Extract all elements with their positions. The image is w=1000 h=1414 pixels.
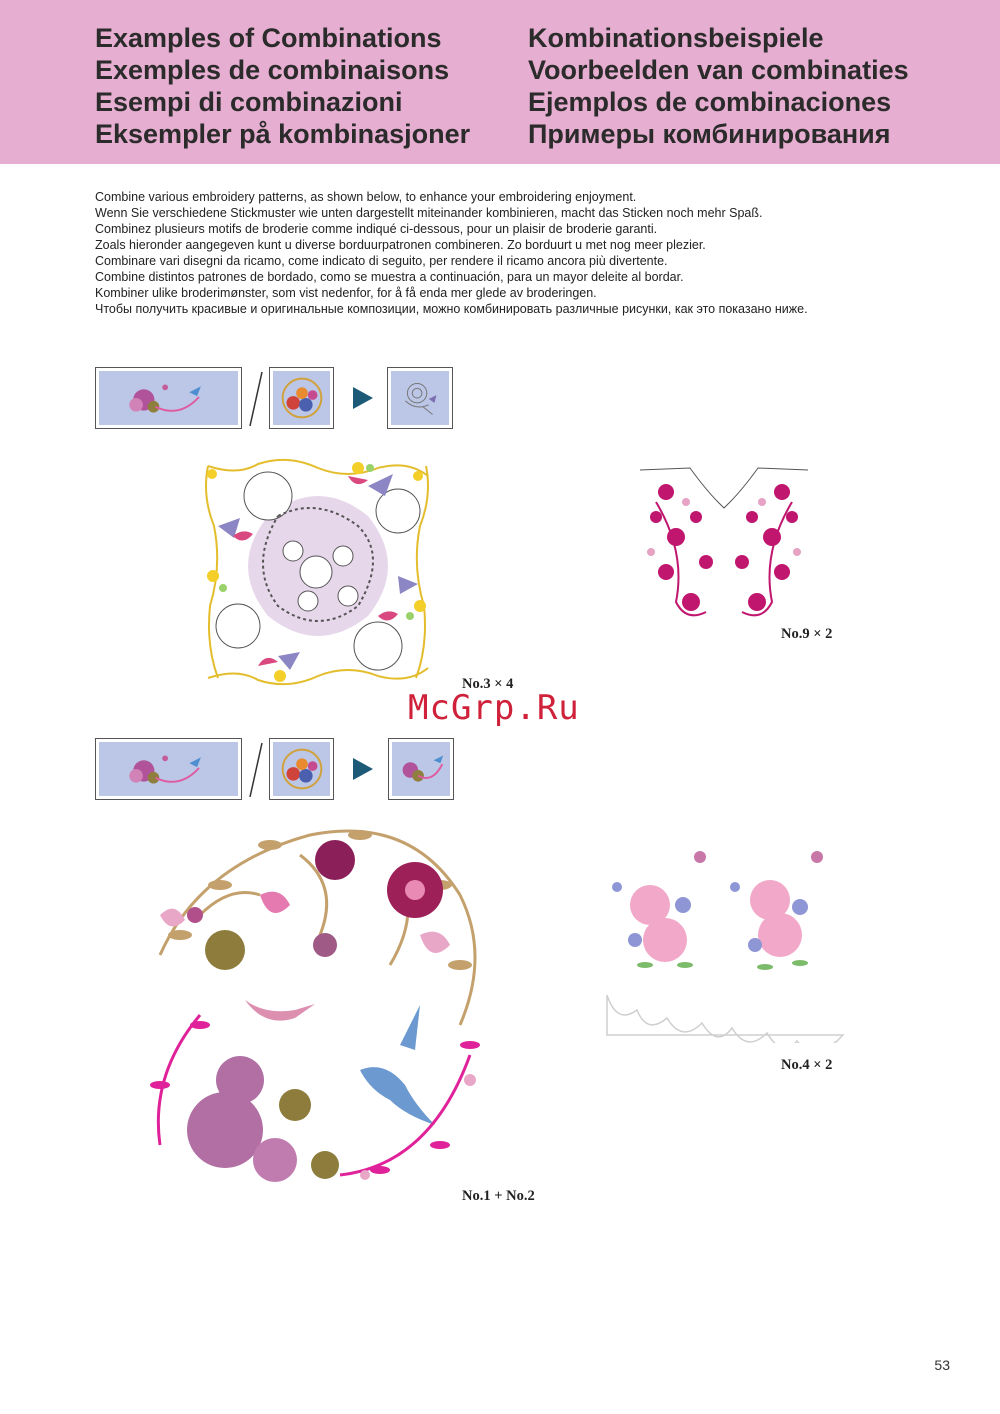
embroidery-pattern-icon bbox=[269, 738, 334, 800]
page-number: 53 bbox=[934, 1357, 950, 1373]
intro-nl: Zoals hieronder aangegeven kunt u diverse borduurpatronen combineren. Zo borduurt u met nog meer plezier. bbox=[95, 238, 706, 252]
intro-de: Wenn Sie verschiedene Stickmuster wie unten dargestellt miteinander kombinieren, macht das Sticken noch mehr Spaß. bbox=[95, 206, 763, 220]
embroidery-frame-icon bbox=[95, 738, 242, 800]
embroidery-result-icon bbox=[387, 367, 453, 429]
caption-no9-x2: No.9 × 2 bbox=[781, 626, 833, 642]
watermark-text: McGrp.Ru bbox=[408, 688, 580, 728]
embroidery-pattern-icon bbox=[269, 367, 334, 429]
title-it: Esempi di combinazioni bbox=[95, 87, 403, 117]
pattern-no4-x2-artwork bbox=[605, 845, 845, 1043]
intro-text bbox=[95, 189, 808, 317]
pattern-no3-x4-artwork bbox=[198, 456, 436, 688]
header-band bbox=[0, 0, 1000, 164]
title-no: Eksempler på kombinasjoner bbox=[95, 119, 471, 149]
caption-no3-x4: No.3 × 4 bbox=[462, 676, 514, 692]
title-de: Kombinationsbeispiele bbox=[528, 23, 824, 53]
slash-divider bbox=[248, 741, 264, 804]
caption-no1-no2: No.1 + No.2 bbox=[462, 1188, 535, 1204]
title-nl: Voorbeelden van combinaties bbox=[528, 55, 909, 85]
title-column-left bbox=[95, 22, 470, 150]
arrow-right-icon bbox=[353, 387, 373, 409]
pattern-no9-x2-artwork bbox=[636, 462, 812, 632]
title-column-right bbox=[528, 22, 909, 150]
title-fr: Exemples de combinaisons bbox=[95, 55, 450, 85]
slash-divider bbox=[248, 370, 264, 433]
title-en: Examples of Combinations bbox=[95, 23, 442, 53]
pattern-no1-no2-artwork bbox=[140, 815, 495, 1205]
intro-ru: Чтобы получить красивые и оригинальные композиции, можно комбинировать различные рисунки, как это показано ниже. bbox=[95, 302, 808, 316]
title-es: Ejemplos de combinaciones bbox=[528, 87, 892, 117]
intro-fr: Combinez plusieurs motifs de broderie comme indiqué ci-dessous, pour un plaisir de broderie garanti. bbox=[95, 222, 658, 236]
caption-no4-x2: No.4 × 2 bbox=[781, 1057, 833, 1073]
embroidery-result-icon bbox=[388, 738, 454, 800]
title-ru: Примеры комбинирования bbox=[528, 119, 891, 149]
intro-it: Combinare vari disegni da ricamo, come indicato di seguito, per rendere il ricamo ancora più divertente. bbox=[95, 254, 668, 268]
intro-es: Combine distintos patrones de bordado, como se muestra a continuación, para un mayor deleite al bordar. bbox=[95, 270, 684, 284]
intro-no: Kombiner ulike broderimønster, som vist nedenfor, for å få enda mer glede av broderingen. bbox=[95, 286, 597, 300]
intro-en: Combine various embroidery patterns, as shown below, to enhance your embroidering enjoyment. bbox=[95, 190, 637, 204]
arrow-right-icon bbox=[353, 758, 373, 780]
embroidery-frame-icon bbox=[95, 367, 242, 429]
